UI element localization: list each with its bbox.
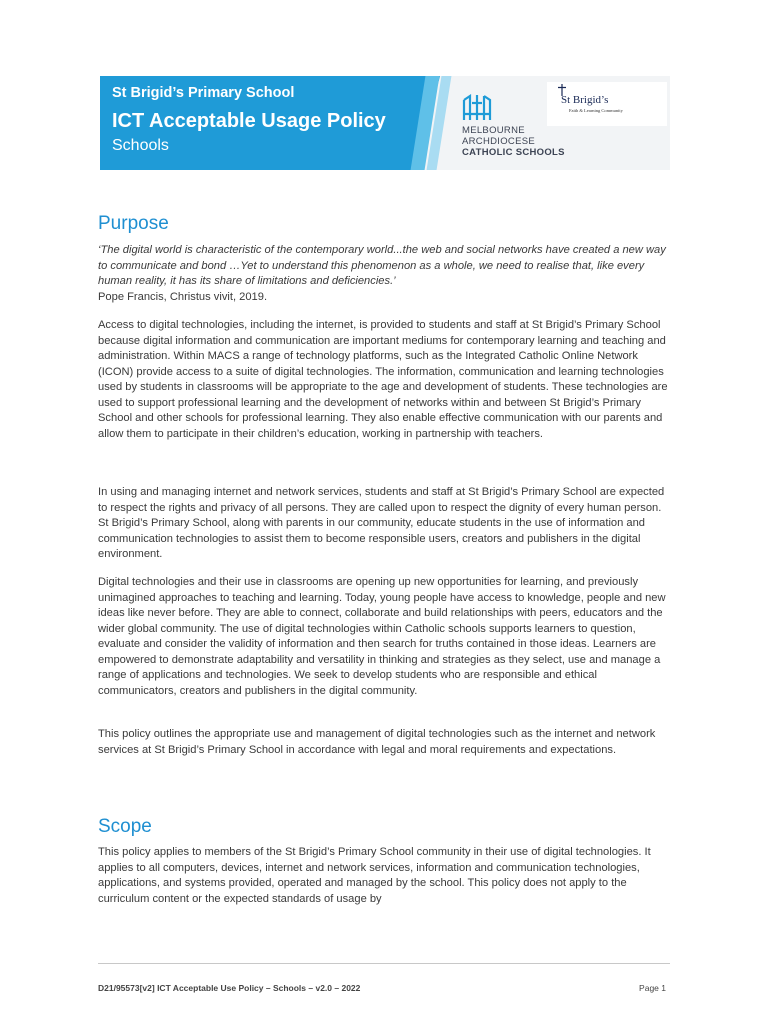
page-number: Page 1: [639, 983, 666, 993]
scope-heading: Scope: [98, 816, 152, 837]
logo-motto: Faith & Learning Community: [569, 108, 623, 113]
macs-line-3: CATHOLIC SCHOOLS: [462, 147, 565, 158]
school-name: St Brigid’s Primary School: [112, 85, 295, 101]
purpose-heading: Purpose: [98, 213, 169, 234]
footer-divider: [98, 963, 670, 964]
document-title: ICT Acceptable Usage Policy: [112, 110, 386, 132]
header-banner: [100, 76, 670, 170]
purpose-quote: ‘The digital world is characteristic of the contemporary world...the web and social networks have created a new way to communicate and bond …Yet to understand this phenomenon as a whole, we need to realise that, like every human reality, it has its share of limitations and deficiencies.’: [98, 244, 666, 287]
macs-line-2: ARCHDIOCESE: [462, 136, 535, 147]
macs-cross-icon: [462, 94, 492, 122]
purpose-paragraph-2: In using and managing internet and network services, students and staff at St Brigid’s Primary School are expected to respect the rights and privacy of all persons. They are called upon to respect the dignity of every human person. St Brigid’s Primary School, along with parents in our community, educate students in the use of information and communication technologies to assist them to become responsible users, creators and publishers in the digital environment.: [98, 486, 665, 560]
document-subtitle: Schools: [112, 137, 169, 154]
logo-school-name: St Brigid’s: [561, 94, 609, 106]
scope-paragraph: This policy applies to members of the St Brigid’s Primary School community in their use of digital technologies. It applies to all computers, devices, internet and network services, information and communication technologies, applications, and systems provided, operated and managed by the school. This policy does not apply to the curriculum content or the expected standards of usage by: [98, 846, 651, 905]
st-brigids-logo: [547, 82, 667, 126]
purpose-paragraph-3: Digital technologies and their use in classrooms are opening up new opportunities for learning, and previously unimagined approaches to teaching and learning. Today, young people have access to knowledge, people and new ideas like never before. They are able to connect, collaborate and build relationships with peers, educators and the wider global community. The use of digital technologies within Catholic schools supports learners to question, evaluate and consider the validity of information and then search for truths contained in those ideas. Learners are empowered to demonstrate adaptability and versatility in thinking and strategies as they select, use and manage a range of applications and technologies. We seek to develop students who are responsible and ethical communicators, creators and publishers in the digital community.: [98, 576, 666, 697]
macs-line-1: MELBOURNE: [462, 125, 525, 136]
purpose-paragraph-4: This policy outlines the appropriate use and management of digital technologies such as the internet and network services at St Brigid’s Primary School in accordance with legal and moral requirements and expectations.: [98, 728, 656, 756]
quote-citation: Pope Francis, Christus vivit, 2019.: [98, 291, 268, 303]
macs-logo-text: [462, 125, 565, 158]
footer-reference: D21/95573[v2] ICT Acceptable Use Policy – Schools – v2.0 – 2022: [98, 983, 361, 993]
purpose-paragraph-1: Access to digital technologies, including the internet, is provided to students and staff at St Brigid’s Primary School because digital information and communication are important mediums for contemporary learning and teaching and administration. Within MACS a range of technology platforms, such as the Integrated Catholic Online Network (ICON) provide access to a suite of digital technologies. The information, communication and learning technologies used by students in classrooms will be appropriate to the age and development of students. These technologies are used to support professional learning and the development of networks within and between St Brigid’s Primary School and other schools for professional learning. They also enable effective communication with our parents and allow them to participate in their children’s education, working in partnership with teachers.: [98, 319, 668, 440]
